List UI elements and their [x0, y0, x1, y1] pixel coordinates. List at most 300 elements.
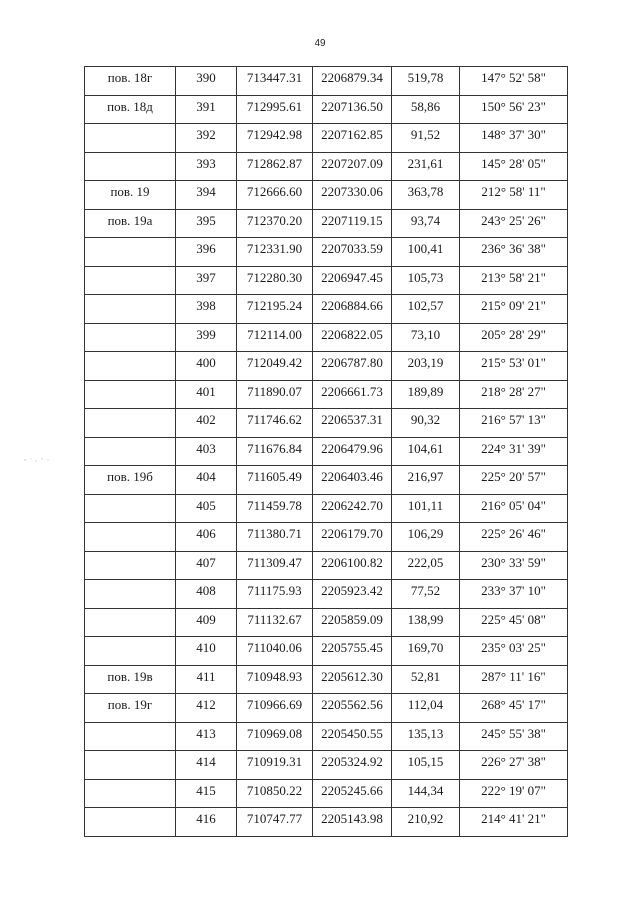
- section-cell: [85, 181, 176, 210]
- y-coordinate-cell-text: 2206947.45: [321, 269, 383, 285]
- section-cell: [85, 494, 176, 523]
- direction-angle-cell-text: 145° 28' 05": [481, 155, 546, 171]
- coordinates-table-body: [85, 67, 568, 837]
- table-row: [85, 637, 568, 666]
- x-coordinate-cell-text: 710948.93: [246, 668, 303, 684]
- section-cell: [85, 409, 176, 438]
- y-coordinate-cell-text: 2206100.82: [321, 554, 383, 570]
- section-cell: [85, 551, 176, 580]
- point-number-cell: [176, 181, 237, 210]
- direction-angle-cell-text: 225° 20' 57": [481, 469, 546, 484]
- direction-angle-cell: [460, 779, 568, 808]
- direction-angle-cell-text: 268° 45' 17": [481, 697, 546, 712]
- table-row: [85, 551, 568, 580]
- section-cell: [85, 437, 176, 466]
- y-coordinate-cell: [313, 551, 392, 580]
- table-row: [85, 722, 568, 751]
- distance-cell-text: 169,70: [407, 640, 444, 655]
- point-number-cell-text: 403: [196, 440, 216, 456]
- direction-angle-cell: [460, 323, 568, 352]
- distance-cell: [392, 722, 460, 751]
- distance-cell: [392, 694, 460, 723]
- y-coordinate-cell: [313, 437, 392, 466]
- x-coordinate-cell-text: 712666.60: [246, 184, 303, 199]
- distance-cell: [392, 808, 460, 837]
- table-row: [85, 67, 568, 96]
- y-coordinate-cell: [313, 409, 392, 438]
- direction-angle-cell: [460, 181, 568, 210]
- distance-cell-text: 203,19: [407, 355, 444, 370]
- table-row: [85, 437, 568, 466]
- distance-cell: [392, 95, 460, 124]
- distance-cell-text: 93,74: [410, 212, 441, 228]
- point-number-cell: [176, 779, 237, 808]
- x-coordinate-cell: [237, 722, 313, 751]
- point-number-cell-text: 407: [196, 554, 216, 570]
- x-coordinate-cell: [237, 608, 313, 637]
- distance-cell-text: 100,41: [407, 241, 444, 256]
- distance-cell-text: 52,81: [410, 668, 441, 684]
- direction-angle-cell-text: 287° 11' 16": [481, 668, 546, 684]
- distance-cell-text: 101,11: [407, 497, 444, 513]
- distance-cell: [392, 266, 460, 295]
- point-number-cell: [176, 409, 237, 438]
- point-number-cell-text: 402: [196, 412, 216, 427]
- point-number-cell: [176, 551, 237, 580]
- distance-cell-text: 105,73: [407, 269, 444, 285]
- direction-angle-cell: [460, 95, 568, 124]
- table-row: [85, 95, 568, 124]
- y-coordinate-cell-text: 2206179.70: [321, 526, 383, 541]
- x-coordinate-cell-text: 712995.61: [246, 98, 303, 114]
- y-coordinate-cell-text: 2207033.59: [321, 241, 383, 256]
- distance-cell: [392, 181, 460, 210]
- distance-cell: [392, 124, 460, 153]
- direction-angle-cell: [460, 694, 568, 723]
- direction-angle-cell-text: 148° 37' 30": [481, 127, 546, 142]
- section-cell: [85, 124, 176, 153]
- point-number-cell-text: 394: [196, 184, 216, 199]
- y-coordinate-cell: [313, 722, 392, 751]
- direction-angle-cell-text: 245° 55' 38": [481, 725, 546, 741]
- y-coordinate-cell: [313, 751, 392, 780]
- distance-cell: [392, 580, 460, 609]
- distance-cell-text: 231,61: [407, 155, 444, 171]
- y-coordinate-cell: [313, 266, 392, 295]
- section-cell-text: пов. 18г: [107, 70, 153, 85]
- direction-angle-cell-text: 222° 19' 07": [481, 782, 546, 798]
- section-cell-text: пов. 19а: [107, 212, 153, 228]
- distance-cell-text: 73,10: [410, 326, 441, 342]
- y-coordinate-cell: [313, 295, 392, 324]
- x-coordinate-cell: [237, 808, 313, 837]
- y-coordinate-cell: [313, 352, 392, 381]
- direction-angle-cell: [460, 580, 568, 609]
- x-coordinate-cell: [237, 580, 313, 609]
- y-coordinate-cell: [313, 181, 392, 210]
- x-coordinate-cell-text: 711309.47: [247, 554, 302, 570]
- x-coordinate-cell-text: 711132.67: [247, 611, 302, 627]
- x-coordinate-cell: [237, 266, 313, 295]
- x-coordinate-cell: [237, 323, 313, 352]
- distance-cell-text: 106,29: [407, 526, 444, 541]
- y-coordinate-cell: [313, 67, 392, 96]
- distance-cell: [392, 637, 460, 666]
- distance-cell: [392, 67, 460, 96]
- section-cell: [85, 751, 176, 780]
- table-row: [85, 209, 568, 238]
- distance-cell: [392, 551, 460, 580]
- x-coordinate-cell: [237, 551, 313, 580]
- distance-cell: [392, 295, 460, 324]
- distance-cell-text: 91,52: [410, 127, 441, 142]
- page-number: 49: [314, 38, 326, 49]
- distance-cell-text: 138,99: [407, 611, 444, 627]
- x-coordinate-cell: [237, 751, 313, 780]
- direction-angle-cell-text: 216° 05' 04": [481, 497, 546, 513]
- x-coordinate-cell: [237, 523, 313, 552]
- distance-cell-text: 105,15: [407, 754, 444, 769]
- x-coordinate-cell-text: 712195.24: [246, 298, 303, 313]
- x-coordinate-cell-text: 712049.42: [246, 355, 303, 370]
- distance-cell-text: 102,57: [407, 298, 444, 313]
- direction-angle-cell-text: 225° 26' 46": [481, 526, 546, 541]
- x-coordinate-cell-text: 712280.30: [246, 269, 303, 285]
- section-cell-text: пов. 19: [110, 184, 150, 199]
- table-row: [85, 494, 568, 523]
- direction-angle-cell: [460, 523, 568, 552]
- direction-angle-cell-text: 243° 25' 26": [481, 212, 546, 228]
- distance-cell: [392, 323, 460, 352]
- direction-angle-cell: [460, 380, 568, 409]
- distance-cell-text: 519,78: [407, 70, 444, 85]
- x-coordinate-cell-text: 711746.62: [247, 412, 302, 427]
- point-number-cell: [176, 808, 237, 837]
- point-number-cell: [176, 152, 237, 181]
- y-coordinate-cell-text: 2206822.05: [321, 326, 383, 342]
- point-number-cell: [176, 295, 237, 324]
- distance-cell-text: 90,32: [410, 412, 441, 427]
- point-number-cell-text: 409: [196, 611, 216, 627]
- distance-cell: [392, 608, 460, 637]
- x-coordinate-cell-text: 711676.84: [247, 440, 302, 456]
- distance-cell-text: 189,89: [407, 383, 444, 399]
- x-coordinate-cell-text: 710747.77: [246, 811, 303, 826]
- x-coordinate-cell: [237, 437, 313, 466]
- point-number-cell: [176, 665, 237, 694]
- x-coordinate-cell-text: 711605.49: [247, 469, 302, 484]
- section-cell: [85, 779, 176, 808]
- section-cell: [85, 238, 176, 267]
- x-coordinate-cell-text: 711890.07: [247, 383, 302, 399]
- x-coordinate-cell: [237, 152, 313, 181]
- x-coordinate-cell: [237, 494, 313, 523]
- direction-angle-cell: [460, 409, 568, 438]
- y-coordinate-cell: [313, 523, 392, 552]
- point-number-cell-text: 396: [196, 241, 216, 256]
- x-coordinate-cell-text: 711380.71: [247, 526, 302, 541]
- y-coordinate-cell-text: 2205755.45: [321, 640, 383, 655]
- y-coordinate-cell: [313, 95, 392, 124]
- section-cell-text: пов. 19в: [107, 668, 153, 684]
- y-coordinate-cell-text: 2205859.09: [321, 611, 383, 627]
- x-coordinate-cell: [237, 779, 313, 808]
- distance-cell: [392, 665, 460, 694]
- y-coordinate-cell: [313, 380, 392, 409]
- y-coordinate-cell: [313, 808, 392, 837]
- direction-angle-cell-text: 218° 28' 27": [481, 383, 546, 399]
- section-cell: [85, 323, 176, 352]
- direction-angle-cell-text: 215° 09' 21": [481, 298, 546, 313]
- direction-angle-cell: [460, 238, 568, 267]
- x-coordinate-cell: [237, 238, 313, 267]
- direction-angle-cell: [460, 808, 568, 837]
- y-coordinate-cell: [313, 694, 392, 723]
- x-coordinate-cell-text: 710969.08: [246, 725, 303, 741]
- point-number-cell-text: 395: [196, 212, 216, 228]
- direction-angle-cell: [460, 124, 568, 153]
- direction-angle-cell-text: 224° 31' 39": [481, 440, 546, 456]
- distance-cell: [392, 352, 460, 381]
- x-coordinate-cell-text: 710966.69: [246, 697, 303, 712]
- point-number-cell-text: 408: [196, 583, 216, 598]
- y-coordinate-cell-text: 2206884.66: [321, 298, 383, 313]
- direction-angle-cell-text: 235° 03' 25": [481, 640, 546, 655]
- y-coordinate-cell-text: 2206879.34: [321, 70, 383, 85]
- direction-angle-cell-text: 230° 33' 59": [481, 554, 546, 570]
- distance-cell-text: 135,13: [407, 725, 444, 741]
- x-coordinate-cell-text: 712862.87: [246, 155, 303, 171]
- section-cell: [85, 67, 176, 96]
- point-number-cell: [176, 352, 237, 381]
- x-coordinate-cell: [237, 466, 313, 495]
- direction-angle-cell-text: 226° 27' 38": [481, 754, 546, 769]
- direction-angle-cell-text: 216° 57' 13": [481, 412, 546, 427]
- distance-cell: [392, 523, 460, 552]
- section-cell-text: пов. 19г: [107, 697, 153, 712]
- point-number-cell-text: 393: [196, 155, 216, 171]
- point-number-cell: [176, 608, 237, 637]
- section-cell-text: пов. 19б: [107, 469, 153, 484]
- y-coordinate-cell-text: 2207207.09: [321, 155, 383, 171]
- distance-cell-text: 210,92: [407, 811, 444, 826]
- point-number-cell: [176, 751, 237, 780]
- y-coordinate-cell-text: 2205143.98: [321, 811, 383, 826]
- x-coordinate-cell: [237, 67, 313, 96]
- direction-angle-cell: [460, 665, 568, 694]
- distance-cell-text: 77,52: [410, 583, 441, 598]
- distance-cell: [392, 152, 460, 181]
- x-coordinate-cell: [237, 694, 313, 723]
- point-number-cell: [176, 266, 237, 295]
- distance-cell: [392, 779, 460, 808]
- direction-angle-cell-text: 147° 52' 58": [481, 70, 546, 85]
- x-coordinate-cell-text: 711175.93: [247, 583, 302, 598]
- distance-cell: [392, 380, 460, 409]
- direction-angle-cell: [460, 494, 568, 523]
- distance-cell-text: 144,34: [407, 782, 444, 798]
- section-cell: [85, 523, 176, 552]
- point-number-cell-text: 405: [196, 497, 216, 513]
- point-number-cell: [176, 95, 237, 124]
- distance-cell: [392, 751, 460, 780]
- distance-cell-text: 222,05: [407, 554, 444, 570]
- x-coordinate-cell: [237, 95, 313, 124]
- point-number-cell-text: 413: [196, 725, 216, 741]
- x-coordinate-cell: [237, 409, 313, 438]
- point-number-cell-text: 411: [196, 668, 216, 684]
- section-cell: [85, 352, 176, 381]
- point-number-cell-text: 390: [196, 70, 216, 85]
- point-number-cell: [176, 380, 237, 409]
- y-coordinate-cell: [313, 779, 392, 808]
- y-coordinate-cell: [313, 608, 392, 637]
- point-number-cell: [176, 523, 237, 552]
- point-number-cell-text: 404: [196, 469, 216, 484]
- table-row: [85, 295, 568, 324]
- point-number-cell-text: 400: [196, 355, 216, 370]
- y-coordinate-cell: [313, 637, 392, 666]
- section-cell: [85, 608, 176, 637]
- y-coordinate-cell: [313, 124, 392, 153]
- table-row: [85, 152, 568, 181]
- point-number-cell: [176, 637, 237, 666]
- y-coordinate-cell-text: 2206537.31: [321, 412, 383, 427]
- x-coordinate-cell: [237, 665, 313, 694]
- section-cell: [85, 95, 176, 124]
- y-coordinate-cell-text: 2205245.66: [321, 782, 383, 798]
- y-coordinate-cell: [313, 665, 392, 694]
- direction-angle-cell: [460, 209, 568, 238]
- scan-artifact: [22, 456, 52, 464]
- point-number-cell-text: 401: [196, 383, 216, 399]
- distance-cell: [392, 466, 460, 495]
- point-number-cell-text: 415: [196, 782, 216, 798]
- table-row: [85, 808, 568, 837]
- y-coordinate-cell: [313, 152, 392, 181]
- y-coordinate-cell-text: 2206787.80: [321, 355, 383, 370]
- point-number-cell: [176, 494, 237, 523]
- section-cell: [85, 295, 176, 324]
- coordinates-table: [84, 66, 568, 837]
- point-number-cell-text: 398: [196, 298, 216, 313]
- section-cell: [85, 380, 176, 409]
- y-coordinate-cell-text: 2206242.70: [321, 497, 383, 513]
- section-cell-text: пов. 18д: [107, 98, 153, 114]
- x-coordinate-cell-text: 712370.20: [246, 212, 303, 228]
- table-row: [85, 608, 568, 637]
- point-number-cell: [176, 124, 237, 153]
- y-coordinate-cell: [313, 466, 392, 495]
- point-number-cell-text: 391: [196, 98, 216, 114]
- direction-angle-cell-text: 212° 58' 11": [481, 184, 546, 199]
- y-coordinate-cell-text: 2206661.73: [321, 383, 383, 399]
- direction-angle-cell: [460, 152, 568, 181]
- x-coordinate-cell-text: 712114.00: [247, 326, 302, 342]
- section-cell: [85, 580, 176, 609]
- x-coordinate-cell-text: 712331.90: [246, 241, 303, 256]
- point-number-cell: [176, 694, 237, 723]
- y-coordinate-cell: [313, 323, 392, 352]
- table-row: [85, 751, 568, 780]
- direction-angle-cell: [460, 751, 568, 780]
- point-number-cell-text: 399: [196, 326, 216, 342]
- x-coordinate-cell-text: 711040.06: [247, 640, 302, 655]
- point-number-cell-text: 414: [196, 754, 216, 769]
- table-row: [85, 238, 568, 267]
- direction-angle-cell-text: 214° 41' 21": [481, 811, 546, 826]
- table-row: [85, 694, 568, 723]
- x-coordinate-cell-text: 710919.31: [246, 754, 303, 769]
- x-coordinate-cell-text: 712942.98: [246, 127, 303, 142]
- x-coordinate-cell-text: 713447.31: [246, 70, 303, 85]
- section-cell: [85, 152, 176, 181]
- direction-angle-cell: [460, 637, 568, 666]
- direction-angle-cell: [460, 608, 568, 637]
- y-coordinate-cell-text: 2205923.42: [321, 583, 383, 598]
- table-row: [85, 124, 568, 153]
- point-number-cell-text: 416: [196, 811, 216, 826]
- direction-angle-cell: [460, 551, 568, 580]
- table-row: [85, 323, 568, 352]
- section-cell: [85, 722, 176, 751]
- point-number-cell: [176, 323, 237, 352]
- y-coordinate-cell-text: 2205324.92: [321, 754, 383, 769]
- y-coordinate-cell-text: 2207119.15: [321, 212, 383, 228]
- distance-cell: [392, 437, 460, 466]
- direction-angle-cell: [460, 437, 568, 466]
- section-cell: [85, 694, 176, 723]
- point-number-cell-text: 392: [196, 127, 216, 142]
- point-number-cell: [176, 722, 237, 751]
- direction-angle-cell: [460, 352, 568, 381]
- distance-cell: [392, 209, 460, 238]
- direction-angle-cell-text: 233° 37' 10": [481, 583, 546, 598]
- distance-cell-text: 58,86: [410, 98, 441, 114]
- point-number-cell: [176, 238, 237, 267]
- table-row: [85, 466, 568, 495]
- x-coordinate-cell-text: 710850.22: [246, 782, 303, 798]
- point-number-cell-text: 397: [196, 269, 216, 285]
- distance-cell: [392, 494, 460, 523]
- section-cell: [85, 209, 176, 238]
- y-coordinate-cell: [313, 580, 392, 609]
- point-number-cell: [176, 437, 237, 466]
- section-cell: [85, 665, 176, 694]
- table-row: [85, 380, 568, 409]
- direction-angle-cell-text: 236° 36' 38": [481, 241, 546, 256]
- direction-angle-cell-text: 205° 28' 29": [481, 326, 546, 342]
- point-number-cell-text: 406: [196, 526, 216, 541]
- point-number-cell: [176, 67, 237, 96]
- distance-cell-text: 104,61: [407, 440, 444, 456]
- point-number-cell: [176, 209, 237, 238]
- x-coordinate-cell: [237, 380, 313, 409]
- point-number-cell: [176, 580, 237, 609]
- direction-angle-cell-text: 225° 45' 08": [481, 611, 546, 627]
- y-coordinate-cell: [313, 209, 392, 238]
- table-row: [85, 665, 568, 694]
- point-number-cell-text: 412: [196, 697, 216, 712]
- distance-cell-text: 363,78: [407, 184, 444, 199]
- x-coordinate-cell: [237, 209, 313, 238]
- distance-cell: [392, 238, 460, 267]
- direction-angle-cell-text: 150° 56' 23": [481, 98, 546, 114]
- y-coordinate-cell-text: 2205450.55: [321, 725, 383, 741]
- y-coordinate-cell-text: 2205612.30: [321, 668, 383, 684]
- y-coordinate-cell-text: 2205562.56: [321, 697, 383, 712]
- point-number-cell-text: 410: [196, 640, 216, 655]
